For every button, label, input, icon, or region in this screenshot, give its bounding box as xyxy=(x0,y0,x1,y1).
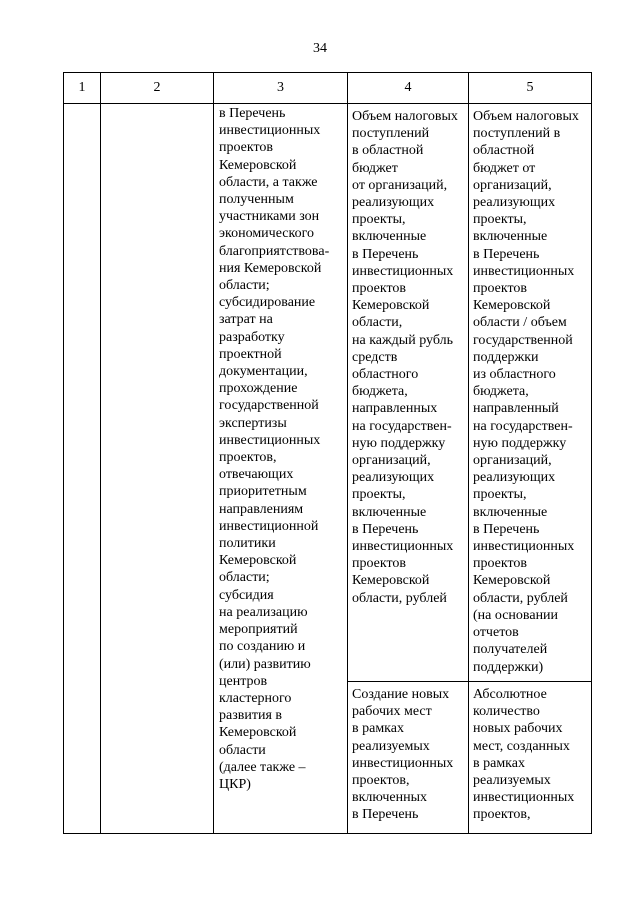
cell-col-4-tax-revenue xyxy=(348,104,469,682)
indicator-method-text: Объем налоговых поступлений в областной бюджет от организаций, реализующих проекты, включенные в Перечень инвестиционных проектов Кемеровской области / объем государственной поддержки из областного бюджета, направленный на государствен- ную поддержку организаций, реализующих проекты, включенные в Перечень инвестиционных проектов Кемеровской области, рублей (на основании отчетов получателей поддержки) xyxy=(473,109,579,675)
header-row xyxy=(64,73,592,104)
indicator-name-text: Создание новых рабочих мест в рамках реализуемых инвестиционных проектов, включенных в Перечень xyxy=(352,687,454,823)
cell-col-4-new-jobs xyxy=(348,682,469,834)
header-col-4: 4 xyxy=(348,73,469,104)
cell-col-1 xyxy=(64,104,101,834)
indicator-name-text: Объем налоговых поступлений в областной бюджет от организаций, реализующих проекты, включенные в Перечень инвестиционных проектов Кемеровской области, на каждый рубль средств областного бюджета, направленных на государствен- ную поддержку организаций, реализующих проекты, включенные в Перечень инвестиционных проектов Кемеровской области, рублей xyxy=(352,109,458,606)
header-col-2: 2 xyxy=(101,73,214,104)
header-col-1: 1 xyxy=(64,73,101,104)
cell-col-5-new-jobs xyxy=(469,682,592,834)
header-col-5: 5 xyxy=(469,73,592,104)
indicator-method-text: Абсолютное количество новых рабочих мест, созданных в рамках реализуемых инвестиционных проектов, xyxy=(473,687,575,823)
cell-col-5-tax-revenue xyxy=(469,104,592,682)
cell-col-2 xyxy=(101,104,214,834)
header-col-3: 3 xyxy=(214,73,348,104)
cell-col-3 xyxy=(214,104,348,834)
page-number: 34 xyxy=(313,41,327,56)
indicators-table xyxy=(63,72,592,834)
table-row xyxy=(64,104,592,682)
measures-text: в Перечень инвестиционных проектов Кемеровской области, а также полученным участниками зон экономического благоприятствова- ния Кемеровской области; субсидирование затрат на разработку проектной документации, прохождение государственной экспертизы инвестиционных проектов, отвечающих приоритетным направлениям инвестиционной политики Кемеровской области; субсидия на реализацию мероприятий по созданию и (или) развитию центров кластерного развития в Кемеровской области (далее также – ЦКР) xyxy=(219,106,330,792)
